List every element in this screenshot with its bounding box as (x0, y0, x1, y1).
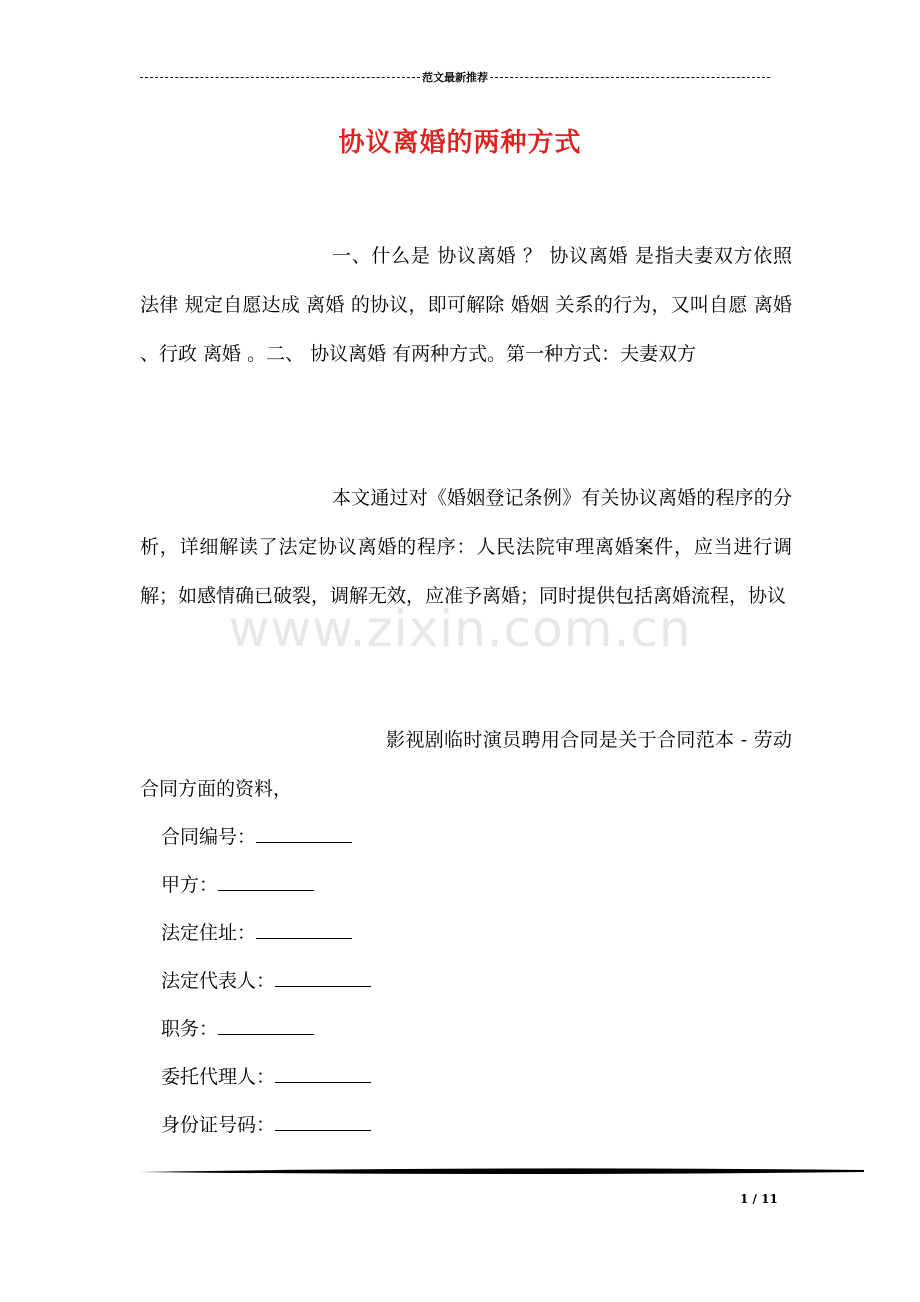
paragraph-3: 影视剧临时演员聘用合同是关于合同范本 - 劳动合同方面的资料， (140, 729, 792, 800)
form-field-party-a (161, 870, 314, 900)
paragraph-2: 本文通过对《婚姻登记条例》有关协议离婚的程序的分析，详细解读了法定协议离婚的程序：人民法院审理离婚案件，应当进行调解；如感情确已破裂，调解无效，应准予离婚；同时提供包括离婚流程，协议 (140, 487, 792, 607)
field-blank (256, 824, 352, 843)
page-number: 1 / 11 (740, 1192, 778, 1206)
form-field-agent (161, 1062, 371, 1092)
field-label: 身份证号码： (161, 1114, 276, 1136)
field-label: 合同编号： (161, 826, 257, 848)
field-label: 职务： (161, 1018, 219, 1040)
form-field-address (161, 918, 352, 948)
header-dash-right (490, 77, 770, 78)
field-blank (218, 872, 314, 891)
field-blank (256, 920, 352, 939)
field-blank (275, 1064, 371, 1083)
form-field-position (161, 1014, 314, 1044)
header-rule (140, 70, 770, 84)
field-label: 法定代表人： (161, 970, 276, 992)
field-blank (275, 1112, 371, 1131)
header-label: 范文最新推荐 (422, 71, 488, 84)
header-dash-left (140, 77, 420, 78)
watermark: www.zixin.com.cn (228, 600, 692, 658)
field-label: 甲方： (161, 874, 219, 896)
form-field-legal-rep (161, 966, 371, 996)
paragraph-1: 一、什么是 协议离婚 ？ 协议离婚 是指夫妻双方依照 法律 规定自愿达成 离婚 的协议，即可解除 婚姻 关系的行为，又叫自愿 离婚 、行政 离婚 。二、 协议离婚 有两种方式。第一种方式：夫妻双方 (140, 245, 792, 365)
form-field-id-number (161, 1110, 371, 1140)
field-label: 委托代理人： (161, 1066, 276, 1088)
field-blank (218, 1016, 314, 1035)
form-field-contract-no (161, 822, 352, 852)
field-label: 法定住址： (161, 922, 257, 944)
footer-rule (140, 1166, 864, 1176)
field-blank (275, 968, 371, 987)
document-title: 协议离婚的两种方式 (338, 128, 582, 158)
